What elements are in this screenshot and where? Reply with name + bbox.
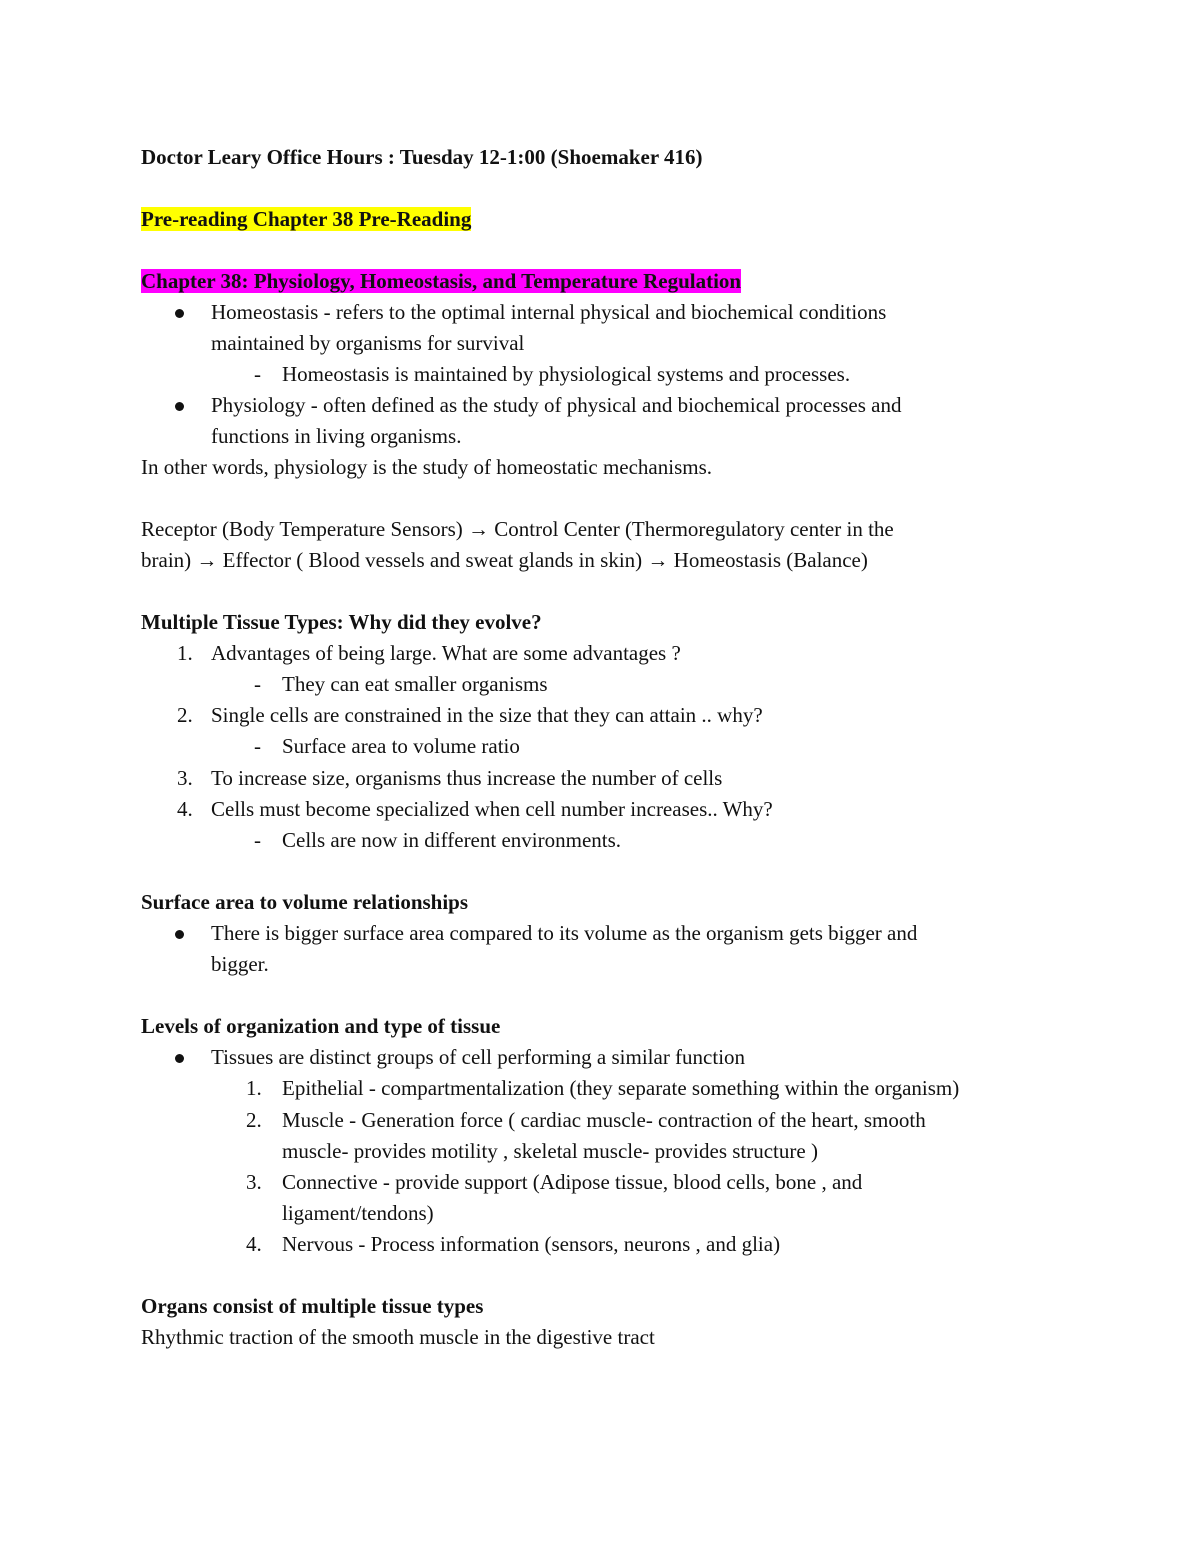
list-number: 2.	[177, 703, 193, 727]
homeostasis-sub-item: Homeostasis is maintained by physiological systems and processes.	[282, 362, 851, 386]
list-item: Single cells are constrained in the size that they can attain .. why?	[211, 703, 763, 727]
tissue-item-connective-line2: ligament/tendons)	[282, 1201, 434, 1225]
list-number: 4.	[177, 797, 193, 821]
tissue-item-connective-line1: Connective - provide support (Adipose tissue, blood cells, bone , and	[282, 1170, 863, 1194]
tissues-bullet: Tissues are distinct groups of cell performing a similar function	[211, 1045, 746, 1069]
list-item: Cells must become specialized when cell number increases.. Why?	[211, 797, 773, 821]
bullet-dot-icon	[175, 930, 184, 939]
levels-heading: Levels of organization and type of tissue	[141, 1014, 501, 1038]
physiology-bullet-line2: functions in living organisms.	[211, 424, 462, 448]
chapter-38-heading	[141, 268, 741, 295]
tissue-item-muscle-line1: Muscle - Generation force ( cardiac muscle- contraction of the heart, smooth	[282, 1108, 926, 1132]
list-number: 1.	[177, 641, 193, 665]
list-sub-item: Surface area to volume ratio	[282, 734, 520, 758]
list-item: Advantages of being large. What are some advantages ?	[211, 641, 681, 665]
bullet-dot-icon	[175, 309, 184, 318]
homeostasis-bullet-line1: Homeostasis - refers to the optimal internal physical and biochemical conditions	[211, 300, 887, 324]
list-number: 2.	[246, 1108, 262, 1132]
sub-dash: -	[254, 828, 261, 852]
physiology-bullet-line1: Physiology - often defined as the study of physical and biochemical processes and	[211, 393, 902, 417]
list-number: 3.	[246, 1170, 262, 1194]
bullet-dot-icon	[175, 1054, 184, 1063]
surface-bullet-line2: bigger.	[211, 952, 269, 976]
sub-dash: -	[254, 672, 261, 696]
sub-dash: -	[254, 734, 261, 758]
pre-reading-line	[141, 206, 471, 233]
tissue-item-nervous: Nervous - Process information (sensors, neurons , and glia)	[282, 1232, 781, 1256]
bullet-dot-icon	[175, 402, 184, 411]
organs-heading: Organs consist of multiple tissue types	[141, 1294, 484, 1318]
list-item: To increase size, organisms thus increase the number of cells	[211, 766, 723, 790]
list-sub-item: Cells are now in different environments.	[282, 828, 622, 852]
list-number: 1.	[246, 1076, 262, 1100]
surface-bullet-line1: There is bigger surface area compared to its volume as the organism gets bigger and	[211, 921, 918, 945]
organs-text: Rhythmic traction of the smooth muscle in the digestive tract	[141, 1325, 655, 1349]
pre-reading-highlight: Pre-reading Chapter 38 Pre-Reading	[141, 207, 472, 231]
pathway-line1: Receptor (Body Temperature Sensors) → Control Center (Thermoregulatory center in the	[141, 517, 894, 541]
homeostasis-bullet-line2: maintained by organisms for survival	[211, 331, 525, 355]
list-number: 3.	[177, 766, 193, 790]
tissue-types-heading: Multiple Tissue Types: Why did they evolve?	[141, 610, 542, 634]
chapter-38-heading-highlight: Chapter 38: Physiology, Homeostasis, and Temperature Regulation	[141, 269, 742, 293]
pathway-line2: brain) → Effector ( Blood vessels and sweat glands in skin) → Homeostasis (Balance)	[141, 548, 868, 572]
list-number: 4.	[246, 1232, 262, 1256]
surface-area-heading: Surface area to volume relationships	[141, 890, 469, 914]
list-sub-item: They can eat smaller organisms	[282, 672, 548, 696]
physiology-summary: In other words, physiology is the study of homeostatic mechanisms.	[141, 455, 713, 479]
sub-dash: -	[254, 362, 261, 386]
tissue-item-epithelial: Epithelial - compartmentalization (they separate something within the organism)	[282, 1076, 960, 1100]
tissue-item-muscle-line2: muscle- provides motility , skeletal muscle- provides structure )	[282, 1139, 818, 1163]
office-hours-line: Doctor Leary Office Hours : Tuesday 12-1:00 (Shoemaker 416)	[141, 145, 703, 169]
